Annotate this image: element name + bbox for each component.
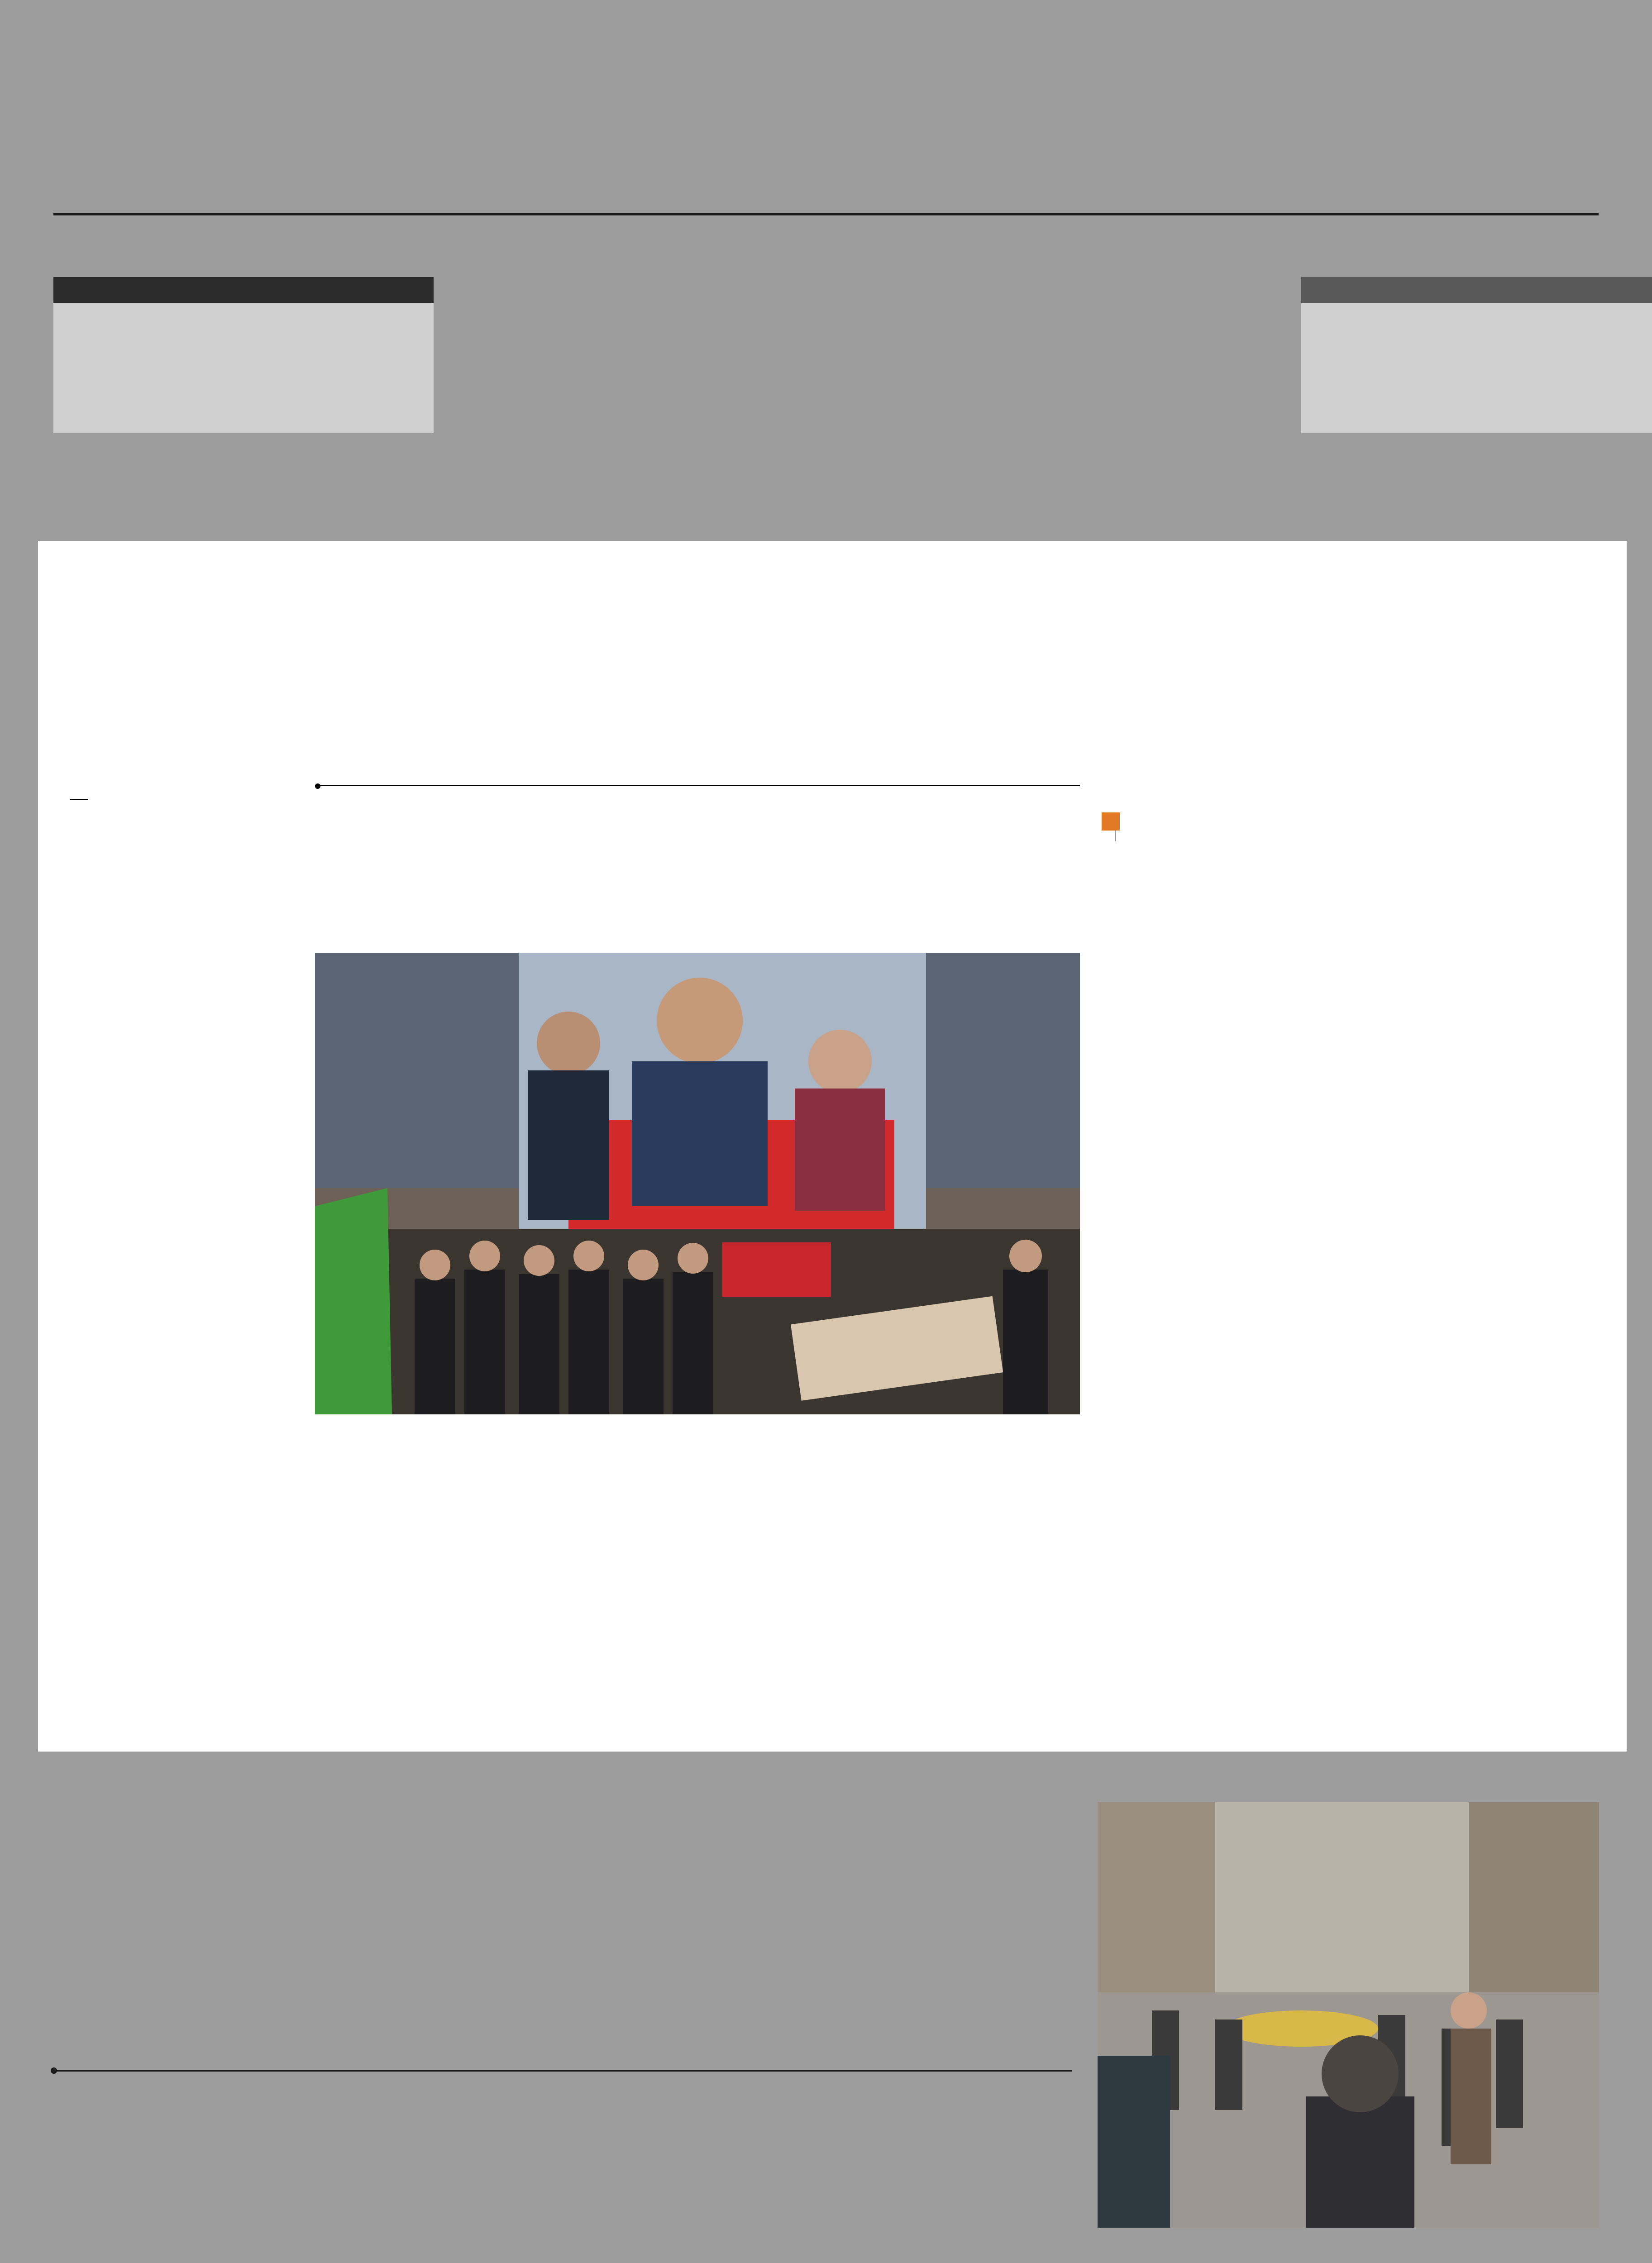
mobility-infographic (571, 2077, 1074, 2263)
street-photo-illustration (1098, 1802, 1599, 2228)
street-photo (1098, 1802, 1599, 2228)
panel-title (1301, 277, 1652, 303)
infographic-charts (571, 2150, 1074, 2263)
sector-index-panel (53, 277, 434, 433)
byline-rule (70, 799, 88, 800)
infographic-title (571, 2077, 1074, 2082)
lead2-rule (53, 2070, 1072, 2072)
rule-dot (315, 783, 320, 789)
lead-rule (315, 785, 1080, 786)
rally-photo-illustration (315, 953, 1080, 1414)
rule-dot (51, 2067, 57, 2074)
article-minimum-wage (38, 541, 1627, 1752)
rally-photo (315, 953, 1080, 1414)
raw-materials-panel (1301, 277, 1652, 433)
orange-square-icon (1102, 812, 1120, 831)
sidebar-box (1102, 803, 1292, 841)
header-rule (53, 213, 1599, 215)
